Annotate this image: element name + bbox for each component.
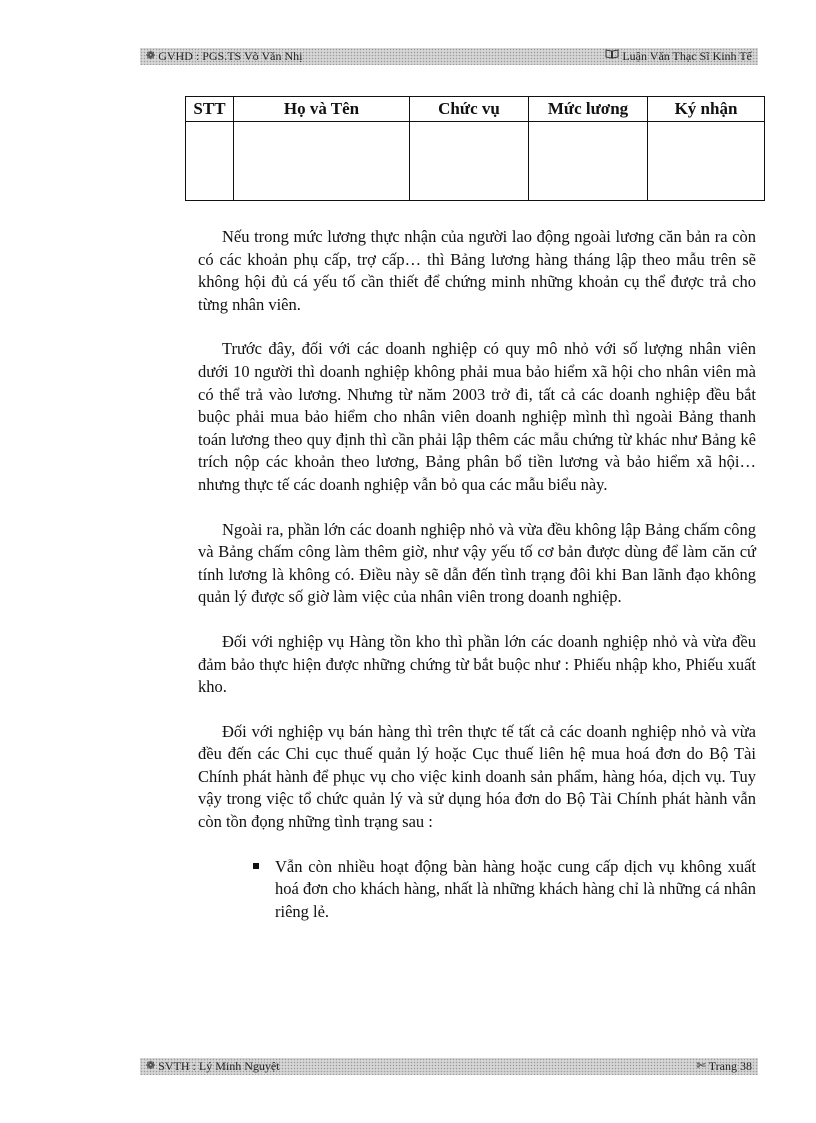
page-footer — [140, 1058, 758, 1075]
table-cell — [234, 122, 410, 201]
book-icon — [605, 48, 619, 65]
col-position: Chức vụ — [410, 97, 529, 122]
body-text — [198, 226, 756, 923]
paragraph: Trước đây, đối với các doanh nghiệp có quy mô nhỏ với số lượng nhân viên dưới 10 người thì doanh nghiệp không phải mua bảo hiểm xã hội cho nhân viên mà có thể trả vào lương. Nhưng từ năm 2003 trở đi, tất cả các doanh nghiệp đều bắt buộc phải mua bảo hiểm cho nhân viên doanh nghiệp mình thì ngoài Bảng thanh toán lương theo quy định thì cần phải lập thêm các mẫu chứng từ khác như Bảng kê trích nộp các khoản theo lương, Bảng phân bổ tiền lương và bảo hiểm xã hội… nhưng thực tế các doanh nghiệp vẫn bỏ qua các mẫu biểu này. — [198, 339, 756, 494]
paragraph: Ngoài ra, phần lớn các doanh nghiệp nhỏ và vừa đều không lập Bảng chấm công và Bảng chấm công làm thêm giờ, như vậy yếu tố cơ bản được dùng để làm căn cứ tính lương là không có. Điều này sẽ dẫn đến tình trạng đôi khi Ban lãnh đạo không quản lý được số giờ làm việc của nhân viên trong doanh nghiệp. — [198, 519, 756, 607]
flower-icon: ❁ — [146, 50, 156, 62]
table-header-row — [186, 97, 765, 122]
table-cell — [186, 122, 234, 201]
footer-left — [146, 1058, 280, 1075]
header-thesis-title: Luận Văn Thạc Sĩ Kinh Tế — [622, 49, 752, 63]
header-advisor: GVHD : PGS.TS Võ Văn Nhị — [158, 49, 303, 63]
list-item — [253, 856, 756, 924]
col-stt: STT — [186, 97, 234, 122]
table-cell — [648, 122, 765, 201]
scissors-icon: ✄ — [696, 1060, 706, 1072]
page-header — [140, 48, 758, 65]
header-left — [146, 48, 302, 65]
paragraph: Nếu trong mức lương thực nhận của người lao động ngoài lương căn bản ra còn có các khoản phụ cấp, trợ cấp… thì Bảng lương hàng tháng lập theo mẫu trên sẽ không hội đủ cá yếu tố cần thiết để chứng minh những khoản cụ thể được trả cho từng nhân viên. — [198, 227, 756, 314]
table-cell — [529, 122, 648, 201]
salary-sign-table — [185, 96, 765, 201]
square-bullet-icon — [253, 863, 259, 869]
page-number: Trang 38 — [708, 1059, 752, 1073]
col-name: Họ và Tên — [234, 97, 410, 122]
header-right — [605, 48, 752, 65]
footer-student: SVTH : Lý Minh Nguyệt — [158, 1059, 280, 1073]
col-signature: Ký nhận — [648, 97, 765, 122]
bullet-list — [198, 856, 756, 924]
footer-right — [697, 1058, 752, 1075]
table-cell — [410, 122, 529, 201]
paragraph: Đối với nghiệp vụ bán hàng thì trên thực tế tất cả các doanh nghiệp nhỏ và vừa đều đến các Chi cục thuế quản lý hoặc Cục thuế liên hệ mua hoá đơn do Bộ Tài Chính phát hành để phục vụ cho việc kinh doanh sản phẩm, hàng hóa, dịch vụ. Tuy vậy trong việc tổ chức quản lý và sử dụng hóa đơn do Bộ Tài Chính phát hành vẫn còn tồn đọng những tình trạng sau : — [198, 721, 756, 832]
table-row — [186, 122, 765, 201]
list-item-text: Vẫn còn nhiều hoạt động bàn hàng hoặc cung cấp dịch vụ không xuất hoá đơn cho khách hàng, nhất là những khách hàng chỉ là những cá nhân riêng lẻ. — [275, 856, 756, 921]
flower-icon: ❁ — [146, 1060, 156, 1072]
paragraph: Đối với nghiệp vụ Hàng tồn kho thì phần lớn các doanh nghiệp nhỏ và vừa đều đảm bảo thực hiện được những chứng từ bắt buộc như : Phiếu nhập kho, Phiếu xuất kho. — [198, 631, 756, 697]
col-salary: Mức lương — [529, 97, 648, 122]
